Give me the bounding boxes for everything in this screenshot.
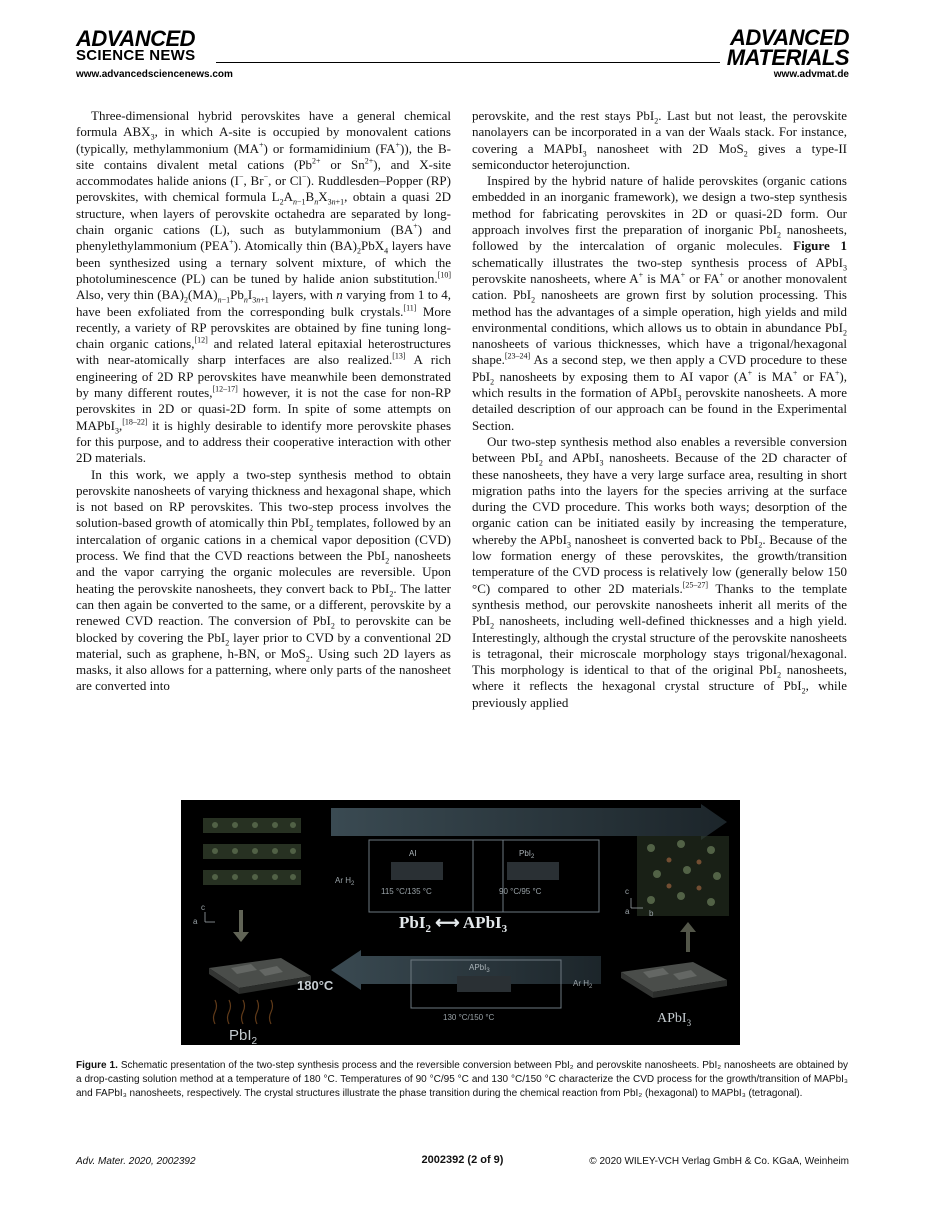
heat-icon [214, 1000, 273, 1024]
axis-a-left: a [193, 917, 198, 926]
pbi2-substrate [209, 958, 311, 994]
figure-caption [76, 1059, 848, 1101]
temps-right-label: 90 °C/95 °C [499, 887, 542, 896]
arh2-bottom-label: Ar $H_2$ [573, 979, 593, 990]
paragraph: Inspired by the hybrid nature of halide perovskites (organic cations embedded in an inorganic framework), we design a two-step synthesis method for fabricating perovskites in 2D or quasi-2D form. Our approach involves first the preparation of inorganic PbI$_2$ nanosheets, followed by the intercalation of organic molecules. Figure 1 schematically illustrates the two-step synthesis process of APbI$_3$ perovskite nanosheets, where A+ is MA+ or FA+ or another monovalent cation. PbI$_2$ nanosheets are grown first by solution processing. This method has the advantages of a simple operation, high yields and mild environmental conditions, which allows us to obtain in abundance PbI$_2$ nanosheets of various thicknesses, which have a trigonal/hexagonal shape.[23–24] As a second step, we then apply a CVD procedure to these PbI$_2$ nanosheets by exposing them to AI vapor (A+ is MA+ or FA+), which results in the formation of APbI$_3$ perovskite nanosheets. A more detailed description of our approach can be found in the Experimental Section. [472, 173, 848, 433]
temps-left-label: 115 °C/135 °C [381, 887, 432, 896]
footer-page: 2002392 (2 of 9) [421, 1154, 504, 1166]
apbi3-crystal-structure [637, 836, 729, 916]
temp-180-label: 180°C [297, 978, 334, 993]
right-column [472, 108, 847, 711]
left-column [76, 108, 451, 695]
conversion-label: PbI$_2$ ⟷ APbI$_3$ [399, 913, 508, 935]
down-arrow-icon [233, 910, 249, 942]
substrate-right-label: APbI$_3$ [657, 1011, 692, 1028]
journal-line2: MATERIALS [726, 44, 849, 70]
footer-copyright: © 2020 WILEY-VCH Verlag GmbH & Co. KGaA, Weinheim [589, 1156, 849, 1167]
axis-c-right: c [625, 887, 629, 896]
arh2-top-label: Ar $H_2$ [335, 876, 355, 887]
paragraph: perovskite, and the rest stays PbI$_2$. Last but not least, the perovskite nanolayers can be incorporated in a van der Waals stack. For instance, covering a MAPbI$_3$ nanosheet with 2D MoS$_2$ gives a type-II semiconductor heterojunction. [472, 108, 848, 172]
brand-line1: ADVANCED [76, 26, 196, 51]
axis-c-left: c [201, 903, 205, 912]
paragraph: Our two-step synthesis method also enables a reversible conversion between PbI$_2$ and APbI$_3$ nanosheets. Because of the 2D character of these nanosheets, they have a very large surface area, resulting in short migration paths into the layers for the species arriving at the surface during the CVD procedure. This works both ways; desorption of the organic cation can be initiated easily by increasing the temperature, whereby the APbI$_3$ nanosheet is converted back to PbI$_2$. Because of the low formation energy of these perovskites, the growth/transition temperature of the CVD process is relatively low (generally below 150 °C) compared to other 2D materials.[25–27] Thanks to the template synthesis method, our perovskite nanosheets inherit all merits of the PbI$_2$ nanosheets, including well-defined thicknesses and a high yield. Interestingly, although the crystal structure of the perovskite nanosheets is tetragonal, their microscale morphology stays trigonal/hexagonal. This morphology is identical to that of the original PbI$_2$ nanosheets, where it reflects the hexagonal crystal structure of PbI$_2$, while previously applied [472, 433, 847, 710]
header-brand [76, 28, 195, 63]
up-arrow-icon [680, 922, 696, 952]
substrate-left-label: PbI$_2$ [229, 1027, 258, 1045]
paragraph: In this work, we apply a two-step synthesis method to obtain perovskite nanosheets of varying thickness and hexagonal shape, which is not based on RP perovskites. This two-step process involves the solution-based growth of atomically thin PbI$_2$ templates, followed by an intercalation of organic cations in a chemical vapor deposition (CVD) process. We find that the CVD reactions between the PbI$_2$ nanosheets and the vapor carrying the organic molecules are reversible. Upon heating the perovskite nanosheets, they convert back to PbI$_2$. The latter can then again be converted to the same, or a different, perovskite by a renewed CVD reaction. The conversion of PbI$_2$ to perovskite can be blocked by covering the PbI$_2$ layer prior to CVD by a conventional 2D material, such as graphene, h-BN, or MoS$_2$. Using such 2D layers as masks, it also allows for a patterning, where only parts of the nanosheet are converted into [76, 466, 452, 694]
caption-text: Schematic presentation of the two-step synthesis process and the reversible conversion between PbI₂ and perovskite nanosheets. PbI₂ nanosheets are obtained by a drop-casting solution method at a temperature of 180 °C. Temperatures of 90 °C/95 °C and 130 °C/150 °C characterize the CVD process for the growth/transition of MAPbI₃ and FAPbI₃ nanosheets, respectively. The crystal structures illustrate the phase transition during the chemical reaction from PbI₂ (hexagonal) to MAPbI₃ (tetragonal). [76, 1060, 848, 1099]
url-left[interactable]: www.advancedsciencenews.com [76, 69, 233, 80]
apbi3-substrate [621, 962, 727, 998]
header-rule [216, 62, 720, 63]
figure-1-schematic [181, 800, 740, 1045]
al-label: AI [409, 849, 417, 858]
pbi2-top-label: PbI$_2$ [519, 849, 535, 860]
pbi2-crystal-structure [203, 818, 301, 885]
brand-line2: SCIENCE NEWS [76, 47, 196, 64]
paragraph: Three-dimensional hybrid perovskites have a general chemical formula $ABX_3$, in which A-site is occupied by monovalent cations (typically, methylammonium (MA+) or formamidinium (FA+)), the B-site contains divalent metal cations ($Pb^{2+}$ or $Sn^{2+}$), and X-site accommodates halide anions (I−, Br−, or Cl−). Ruddlesden–Popper (RP) perovskites, with chemical formula $L_2A_{n-1}B_nX_{3n+1}$, obtain a quasi 2D structure, when layers of perovskite octahedra are separated by long-chain organic cations (L), such as butylammonium (BA+) and phenylethylammonium (PEA+). Atomically thin $(BA)_2PbX_4$ layers have been synthesized using a ternary solvent mixture, of which the photoluminescence (PL) can be tuned by halide anion substitution.[10] Also, very thin $(BA)_2(MA)_{n-1}Pb_nI_{3n+1}$ layers, with n varying from 1 to 4, have been exfoliated from the corresponding bulk crystals.[11] More recently, a variety of RP perovskites are obtained by fine tuning long-chain organic cations,[12] and related lateral epitaxial heterostructures with near-atomically sharp interfaces are also realized.[13] A rich engineering of 2D RP perovskites have meanwhile been demonstrated by many different routes,[12–17] however, it is not the case for non-RP perovskites in 2D or quasi-2D form. In spite of some attempts on MAPbI$_3$,[18–22] it is highly desirable to identify more perovskite phases for this purpose, and to address their cooperative interaction with other 2D materials. [76, 108, 452, 466]
apbi3-box-label: APbI$_3$ [469, 963, 490, 974]
footer-journal: Adv. Mater. 2020, 2002392 [76, 1156, 196, 1167]
journal-logo [726, 25, 849, 70]
temps-bottom-label: 130 °C/150 °C [443, 1013, 495, 1022]
caption-label: Figure 1. [76, 1060, 118, 1071]
figure-1 [181, 800, 740, 1045]
axis-b-right: b [649, 909, 654, 918]
url-right[interactable]: www.advmat.de [773, 69, 849, 80]
axis-a-right: a [625, 907, 630, 916]
forward-arrow-icon [331, 804, 727, 840]
journal-line1: ADVANCED [729, 25, 849, 50]
